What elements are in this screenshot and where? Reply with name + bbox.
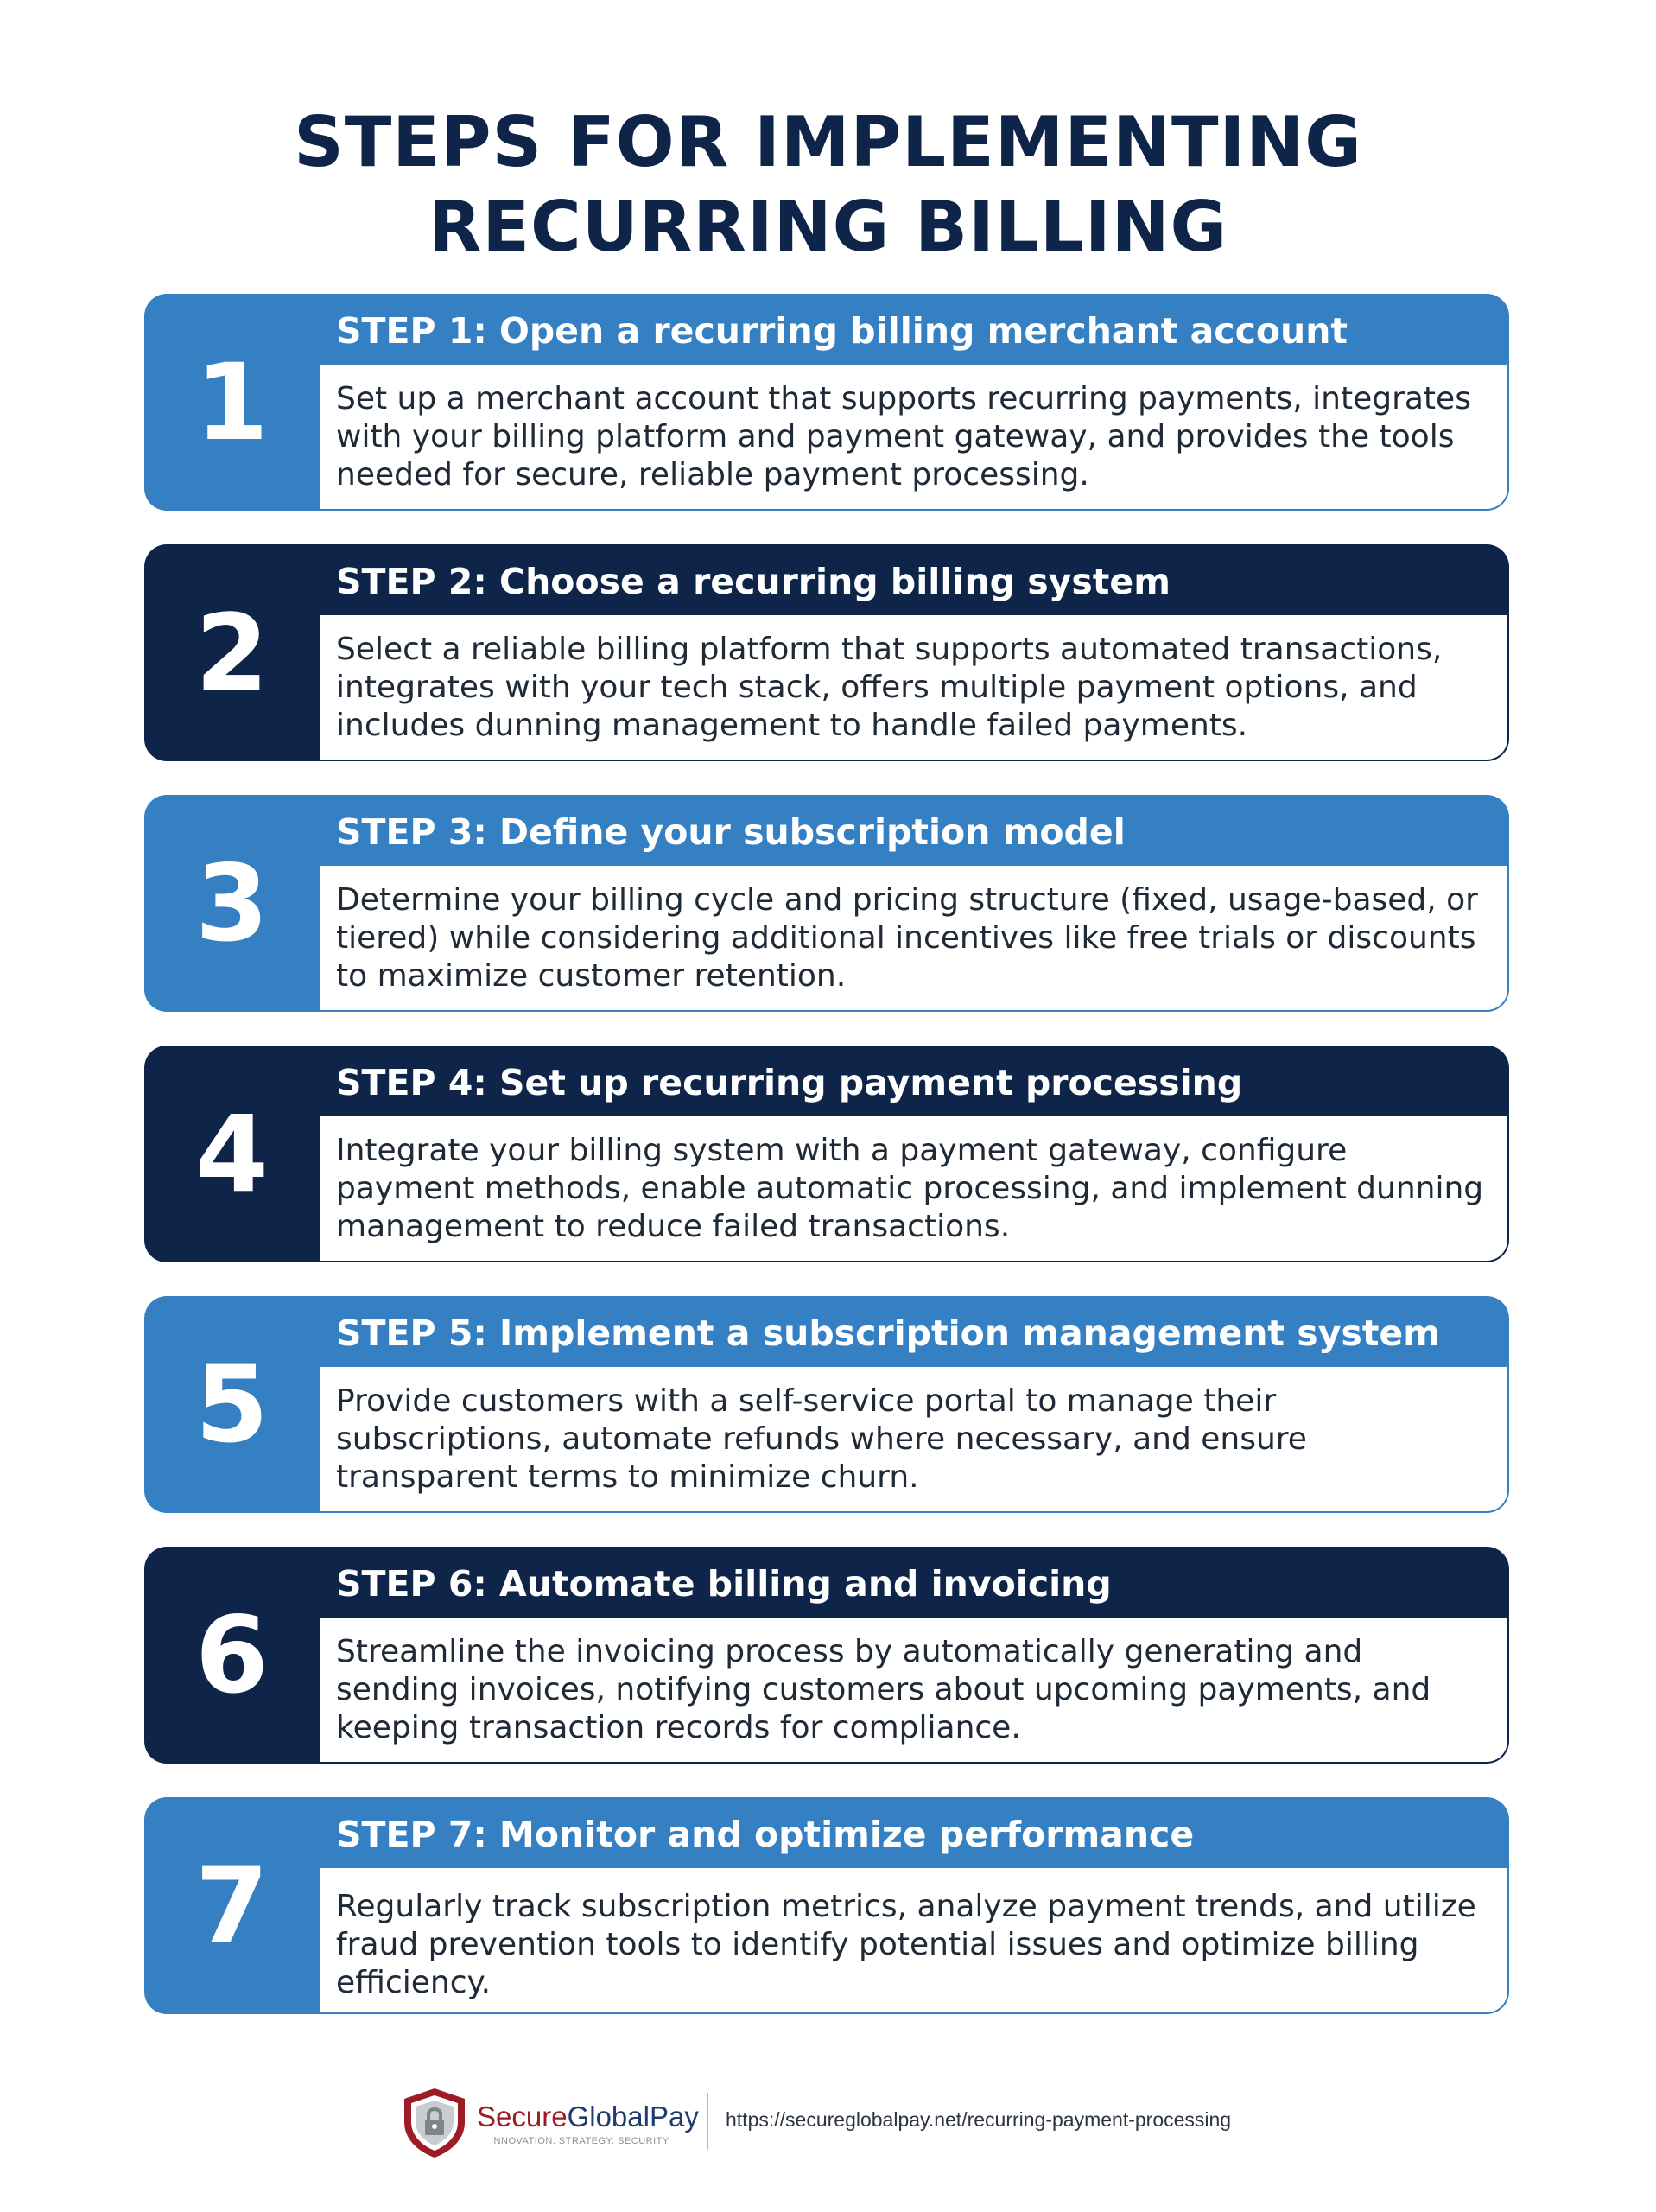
step-number: 1 xyxy=(195,340,269,464)
footer-divider xyxy=(707,2093,708,2150)
step-title: STEP 3: Define your subscription model xyxy=(336,811,1126,853)
page-title-line-2: RECURRING BILLING xyxy=(428,186,1228,267)
step-description: Determine your billing cycle and pricing structure (fixed, usage-based, or tiered) while considering additional incentives like free trials or discounts to maximize customer retention. xyxy=(336,881,1478,994)
page-title xyxy=(0,100,1656,270)
step-card-4 xyxy=(144,1046,1509,1262)
step-title: STEP 6: Automate billing and invoicing xyxy=(336,1563,1112,1605)
step-number: 3 xyxy=(195,842,269,965)
brand-name-part-1: Secure xyxy=(477,2101,568,2133)
step-card-3 xyxy=(144,795,1509,1012)
step-title: STEP 4: Set up recurring payment processing xyxy=(336,1062,1243,1103)
step-body xyxy=(320,1618,1507,1762)
step-description: Provide customers with a self-service portal to manage their subscriptions, automate refunds where necessary, and ensure transparent terms to minimize churn. xyxy=(336,1382,1307,1495)
step-description: Regularly track subscription metrics, analyze payment trends, and utilize fraud prevention tools to identify potential issues and optimize billing efficiency. xyxy=(336,1888,1476,2000)
step-card-1 xyxy=(144,294,1509,511)
step-card-2 xyxy=(144,544,1509,761)
footer-url-link[interactable]: https://secureglobalpay.net/recurring-payment-processing xyxy=(726,2108,1232,2131)
page-title-line-1: STEPS FOR IMPLEMENTING xyxy=(294,101,1362,182)
footer xyxy=(0,2082,1656,2169)
step-body xyxy=(320,1116,1507,1261)
steps-list xyxy=(144,294,1509,2048)
brand-name-part-2: GlobalPay xyxy=(567,2101,699,2133)
step-description: Set up a merchant account that supports recurring payments, integrates with your billing platform and payment gateway, and provides the tools needed for secure, reliable payment processing. xyxy=(336,380,1471,493)
step-number: 2 xyxy=(195,591,269,715)
step-body xyxy=(320,1367,1507,1511)
step-number: 5 xyxy=(195,1343,269,1466)
step-body xyxy=(320,866,1507,1010)
step-number: 4 xyxy=(195,1092,269,1216)
brand-tagline: INNOVATION. STRATEGY. SECURITY xyxy=(491,2136,669,2146)
step-card-6 xyxy=(144,1547,1509,1764)
step-body xyxy=(320,365,1507,509)
step-card-7 xyxy=(144,1797,1509,2014)
step-card-5 xyxy=(144,1296,1509,1513)
shield-lock-icon xyxy=(397,2086,472,2160)
step-description: Select a reliable billing platform that supports automated transactions, integrates with your tech stack, offers multiple payment options, and includes dunning management to handle failed payments. xyxy=(336,631,1443,743)
step-title: STEP 5: Implement a subscription management system xyxy=(336,1313,1440,1354)
step-description: Streamline the invoicing process by automatically generating and sending invoices, notifying customers about upcoming payments, and keeping transaction records for compliance. xyxy=(336,1633,1431,1745)
step-title: STEP 2: Choose a recurring billing system xyxy=(336,561,1171,602)
step-body xyxy=(320,615,1507,760)
step-body xyxy=(320,1868,1507,2012)
step-title: STEP 1: Open a recurring billing merchant account xyxy=(336,310,1348,352)
brand-name xyxy=(477,2101,699,2133)
step-number: 7 xyxy=(195,1844,269,1967)
step-title: STEP 7: Monitor and optimize performance xyxy=(336,1814,1195,1855)
step-number: 6 xyxy=(195,1593,269,1717)
step-description: Integrate your billing system with a payment gateway, configure payment methods, enable automatic processing, and implement dunning management to reduce failed transactions. xyxy=(336,1132,1484,1244)
